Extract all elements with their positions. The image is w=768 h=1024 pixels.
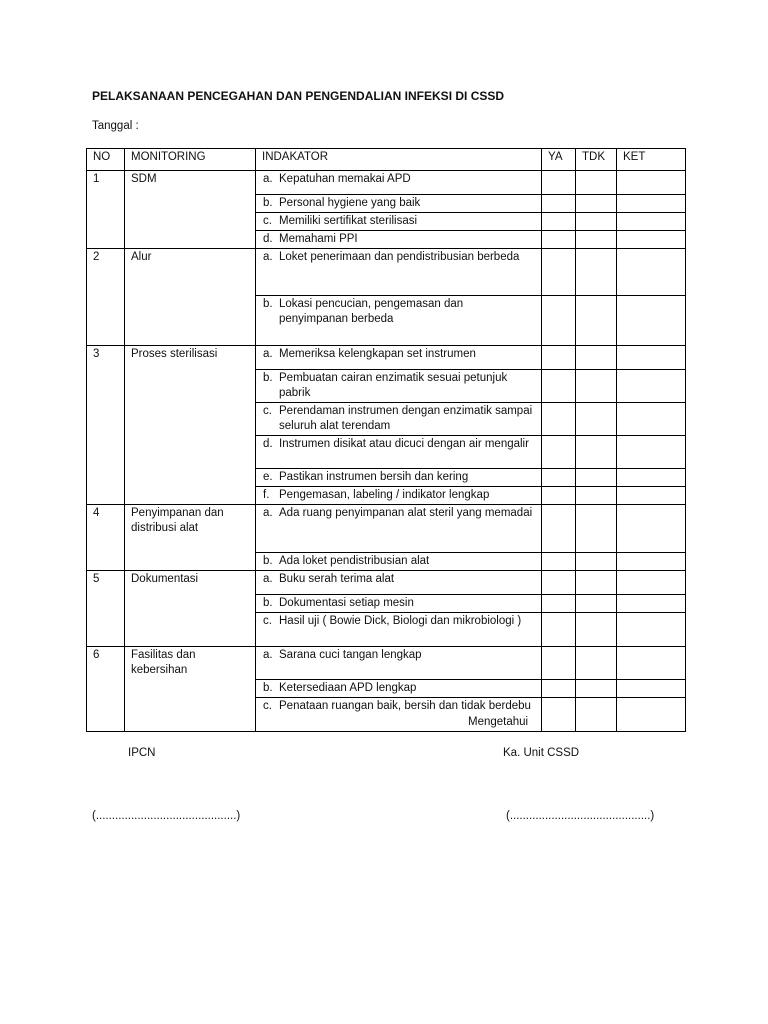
cell-monitoring: Alur [125, 249, 256, 296]
cell-tdk[interactable] [576, 195, 617, 213]
cell-ya[interactable] [542, 436, 576, 469]
item-marker: d. [263, 438, 273, 450]
cell-ket[interactable] [617, 346, 686, 370]
header-indikator: INDAKATOR [256, 149, 542, 171]
item-text: Perendaman instrumen dengan enzimatik sampai seluruh alat terendam [279, 405, 533, 432]
cell-indikator [256, 613, 542, 647]
cell-ya[interactable] [542, 346, 576, 370]
cell-indikator [256, 171, 542, 195]
cell-tdk[interactable] [576, 231, 617, 249]
table-row [87, 469, 686, 487]
table-row [87, 553, 686, 571]
item-text: Penataan ruangan baik, bersih dan tidak berdebu [279, 699, 531, 712]
cell-tdk[interactable] [576, 403, 617, 436]
cell-ket[interactable] [617, 595, 686, 613]
item-marker: b. [263, 681, 273, 694]
table-row [87, 679, 686, 697]
cell-tdk[interactable] [576, 469, 617, 487]
cell-ya[interactable] [542, 403, 576, 436]
cell-monitoring: Fasilitas dan kebersihan [125, 647, 256, 680]
cell-no: 1 [87, 171, 125, 195]
table-row [87, 213, 686, 231]
cell-ya[interactable] [542, 571, 576, 595]
cell-monitoring [125, 697, 256, 731]
item-text: Instrumen disikat atau dicuci dengan air mengalir [279, 438, 529, 450]
item-text: Hasil uji ( Bowie Dick, Biologi dan mikrobiologi ) [279, 615, 522, 627]
cell-indikator [256, 403, 542, 436]
table-row [87, 171, 686, 195]
cell-no [87, 231, 125, 249]
item-marker: b. [263, 555, 273, 567]
cell-ket[interactable] [617, 553, 686, 571]
header-ket: KET [617, 149, 686, 171]
signature-line-left: (............................................) [92, 810, 241, 822]
item-marker: e. [263, 471, 273, 483]
cell-ya[interactable] [542, 249, 576, 296]
item-marker: c. [263, 699, 272, 712]
cell-tdk[interactable] [576, 249, 617, 296]
acknowledged-label: Mengetahui [468, 716, 529, 728]
cell-monitoring [125, 436, 256, 469]
cell-ya[interactable] [542, 296, 576, 346]
cell-no [87, 195, 125, 213]
item-text: Memeriksa kelengkapan set instrumen [279, 348, 476, 360]
cell-indikator [256, 571, 542, 595]
cell-tdk[interactable] [576, 370, 617, 403]
item-marker: b. [263, 372, 273, 384]
table-row [87, 436, 686, 469]
cell-tdk[interactable] [576, 346, 617, 370]
cell-no [87, 553, 125, 571]
cell-monitoring [125, 213, 256, 231]
cell-ya[interactable] [542, 469, 576, 487]
item-marker: a. [263, 173, 273, 185]
cell-tdk[interactable] [576, 171, 617, 195]
cell-monitoring: Penyimpanan dan distribusi alat [125, 505, 256, 553]
cell-ya[interactable] [542, 195, 576, 213]
item-text: Lokasi pencucian, pengemasan dan penyimpanan berbeda [279, 298, 464, 325]
ipcn-label: IPCN [128, 747, 156, 759]
cell-ket[interactable] [617, 679, 686, 697]
cell-monitoring: Dokumentasi [125, 571, 256, 595]
cell-no [87, 595, 125, 613]
cell-ket[interactable] [617, 296, 686, 346]
item-marker: c. [263, 215, 272, 227]
cell-indikator [256, 469, 542, 487]
cell-ket[interactable] [617, 697, 686, 731]
cell-ket[interactable] [617, 647, 686, 680]
cell-monitoring [125, 403, 256, 436]
cell-ya[interactable] [542, 505, 576, 553]
cell-no: 3 [87, 346, 125, 370]
item-text: Sarana cuci tangan lengkap [279, 649, 422, 661]
item-text: Memahami PPI [279, 233, 358, 245]
cell-ya[interactable] [542, 647, 576, 680]
cell-ya[interactable] [542, 231, 576, 249]
cell-indikator [256, 249, 542, 296]
cell-monitoring [125, 487, 256, 505]
item-marker: a. [263, 348, 273, 360]
item-text: Memiliki sertifikat sterilisasi [279, 215, 418, 227]
cell-no: 2 [87, 249, 125, 296]
table-row [87, 403, 686, 436]
cell-tdk[interactable] [576, 296, 617, 346]
table-row [87, 647, 686, 680]
cell-monitoring [125, 679, 256, 697]
header-ya: YA [542, 149, 576, 171]
cell-ya[interactable] [542, 613, 576, 647]
cell-monitoring [125, 195, 256, 213]
table-row [87, 505, 686, 553]
table-row [87, 595, 686, 613]
cell-monitoring [125, 370, 256, 403]
cell-ket[interactable] [617, 613, 686, 647]
cell-monitoring [125, 595, 256, 613]
cell-tdk[interactable] [576, 571, 617, 595]
item-marker: b. [263, 597, 273, 609]
header-tdk: TDK [576, 149, 617, 171]
cell-tdk[interactable] [576, 487, 617, 505]
cell-monitoring: SDM [125, 171, 256, 195]
cell-no [87, 436, 125, 469]
item-marker: a. [263, 507, 273, 519]
cell-no: 5 [87, 571, 125, 595]
cell-no [87, 487, 125, 505]
cell-indikator [256, 595, 542, 613]
cell-ket[interactable] [617, 571, 686, 595]
table-row [87, 370, 686, 403]
cell-indikator [256, 487, 542, 505]
item-text: Buku serah terima alat [279, 573, 395, 585]
cell-monitoring [125, 296, 256, 346]
cell-no [87, 679, 125, 697]
table-row [87, 296, 686, 346]
cell-indikator [256, 679, 542, 697]
table-row [87, 613, 686, 647]
cell-tdk[interactable] [576, 436, 617, 469]
cell-tdk[interactable] [576, 213, 617, 231]
header-no: NO [87, 149, 125, 171]
cell-ket[interactable] [617, 249, 686, 296]
table-row [87, 231, 686, 249]
date-label: Tanggal : [92, 120, 139, 132]
cell-no [87, 469, 125, 487]
item-marker: d. [263, 233, 273, 245]
cell-tdk[interactable] [576, 595, 617, 613]
cell-monitoring [125, 613, 256, 647]
table-row [87, 249, 686, 296]
signature-line-right: (............................................) [506, 810, 655, 822]
cell-no: 6 [87, 647, 125, 680]
item-text: Pembuatan cairan enzimatik sesuai petunjuk pabrik [279, 372, 508, 399]
header-monitoring: MONITORING [125, 149, 256, 171]
cell-tdk[interactable] [576, 697, 617, 731]
cell-ket[interactable] [617, 171, 686, 195]
cell-monitoring [125, 231, 256, 249]
cell-monitoring: Proses sterilisasi [125, 346, 256, 370]
cell-indikator [256, 195, 542, 213]
item-text: Kepatuhan memakai APD [279, 173, 411, 185]
cell-indikator [256, 647, 542, 680]
cell-ket[interactable] [617, 231, 686, 249]
cell-no [87, 697, 125, 731]
cell-ket[interactable] [617, 436, 686, 469]
table-row [87, 697, 686, 731]
cell-indikator [256, 370, 542, 403]
cell-monitoring [125, 469, 256, 487]
cell-ket[interactable] [617, 195, 686, 213]
document-title: PELAKSANAAN PENCEGAHAN DAN PENGENDALIAN INFEKSI DI CSSD [92, 89, 505, 103]
cell-indikator [256, 213, 542, 231]
item-text: Pastikan instrumen bersih dan kering [279, 471, 469, 483]
cell-tdk[interactable] [576, 679, 617, 697]
monitoring-table [86, 148, 686, 732]
table-row [87, 346, 686, 370]
cell-ya[interactable] [542, 487, 576, 505]
cell-ya[interactable] [542, 213, 576, 231]
cell-no [87, 403, 125, 436]
cell-tdk[interactable] [576, 647, 617, 680]
table-row [87, 195, 686, 213]
cell-indikator [256, 346, 542, 370]
cell-ket[interactable] [617, 213, 686, 231]
item-marker: a. [263, 573, 273, 585]
table-body [87, 171, 686, 732]
cell-ket[interactable] [617, 505, 686, 553]
item-marker: f. [263, 489, 270, 501]
cell-tdk[interactable] [576, 505, 617, 553]
cell-no [87, 370, 125, 403]
cell-tdk[interactable] [576, 553, 617, 571]
unit-head-label: Ka. Unit CSSD [503, 747, 580, 759]
cell-monitoring [125, 553, 256, 571]
cell-ket[interactable] [617, 469, 686, 487]
cell-indikator [256, 231, 542, 249]
table-row [87, 487, 686, 505]
item-text: Pengemasan, labeling / indikator lengkap [279, 489, 490, 501]
cell-ya[interactable] [542, 595, 576, 613]
table-row [87, 571, 686, 595]
item-marker: a. [263, 649, 273, 661]
cell-ket[interactable] [617, 403, 686, 436]
cell-ya[interactable] [542, 679, 576, 697]
cell-indikator [256, 553, 542, 571]
cell-indikator [256, 436, 542, 469]
item-text: Ada loket pendistribusian alat [279, 555, 430, 567]
item-text: Ketersediaan APD lengkap [279, 681, 417, 694]
cell-no: 4 [87, 505, 125, 553]
cell-ket[interactable] [617, 487, 686, 505]
cell-tdk[interactable] [576, 613, 617, 647]
cell-no [87, 296, 125, 346]
cell-ya[interactable] [542, 553, 576, 571]
item-marker: c. [263, 615, 272, 627]
cell-no [87, 213, 125, 231]
cell-ya[interactable] [542, 697, 576, 731]
cell-ya[interactable] [542, 370, 576, 403]
item-marker: a. [263, 251, 273, 263]
cell-indikator [256, 296, 542, 346]
cell-no [87, 613, 125, 647]
item-text: Ada ruang penyimpanan alat steril yang memadai [279, 507, 533, 519]
item-text: Loket penerimaan dan pendistribusian berbeda [279, 251, 520, 263]
cell-indikator [256, 505, 542, 553]
item-marker: b. [263, 298, 273, 310]
cell-ket[interactable] [617, 370, 686, 403]
cell-ya[interactable] [542, 171, 576, 195]
item-marker: c. [263, 405, 272, 417]
item-text: Personal hygiene yang baik [279, 197, 421, 209]
item-text: Dokumentasi setiap mesin [279, 597, 414, 609]
item-marker: b. [263, 197, 273, 209]
